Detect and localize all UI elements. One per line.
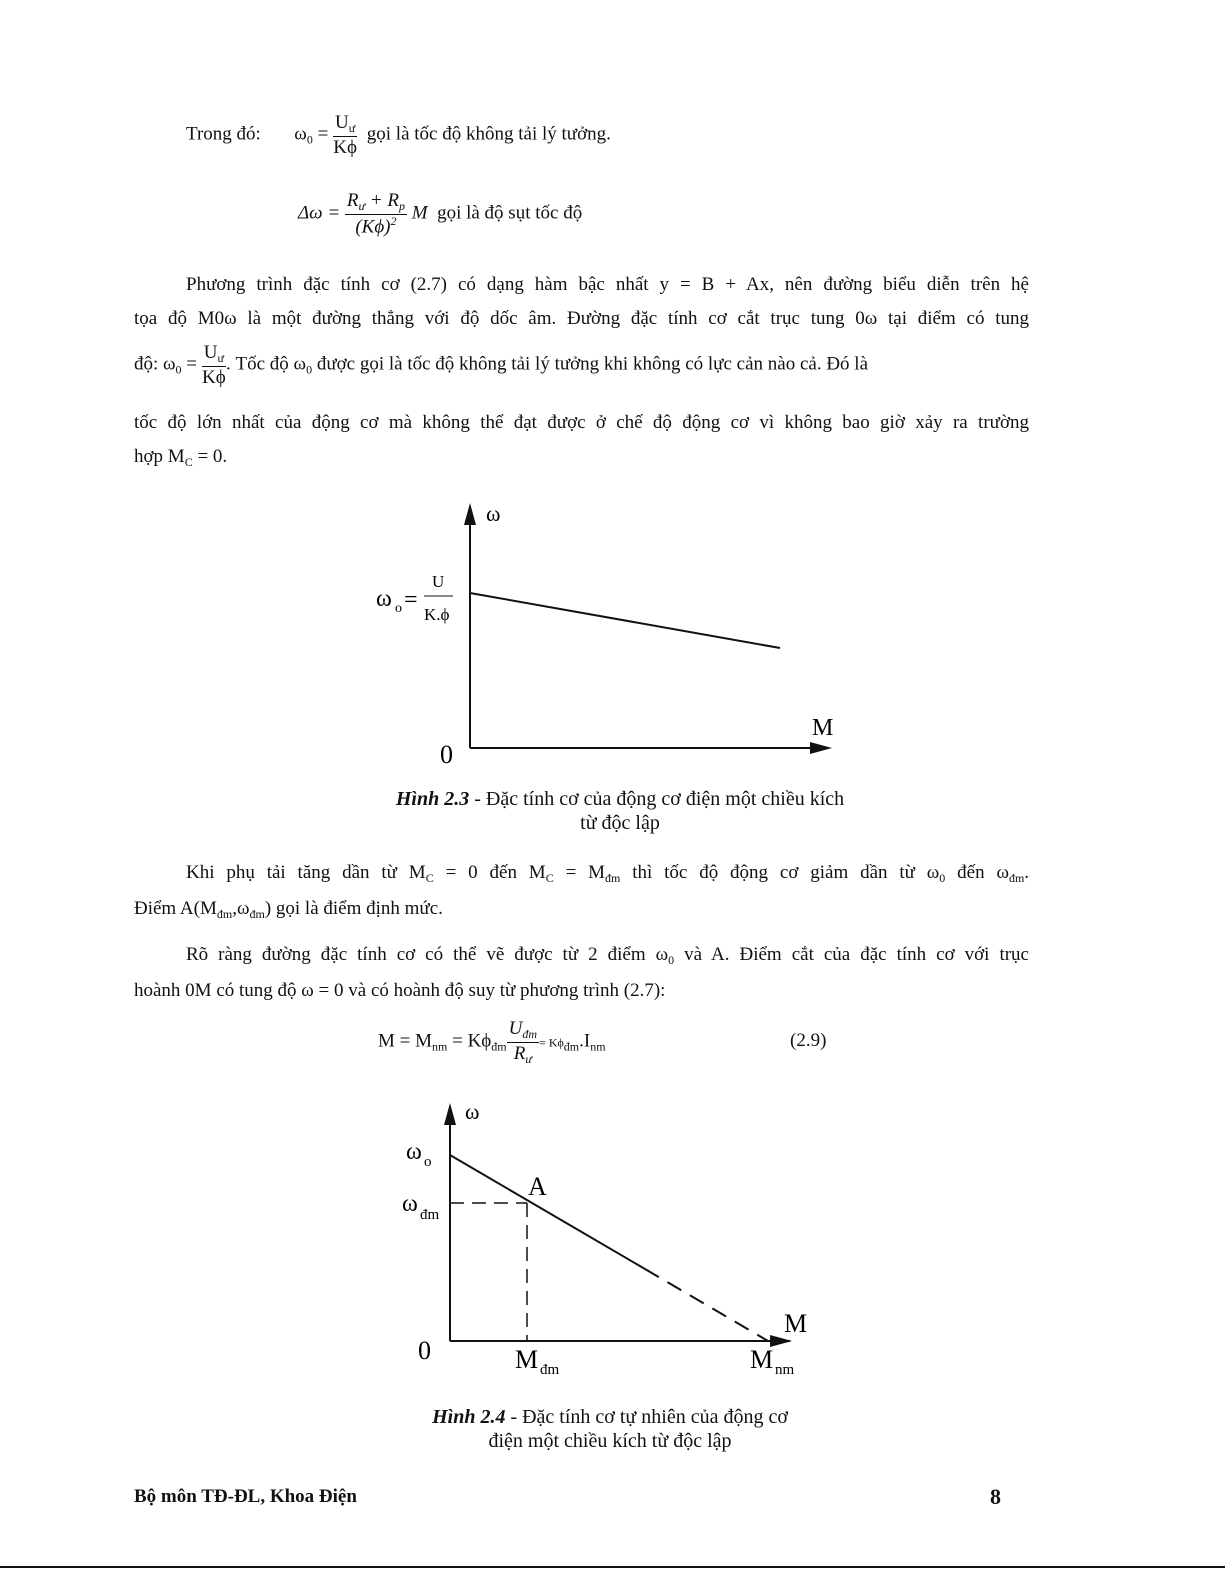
- para2-l1-b: = 0 đến M: [445, 862, 546, 883]
- eq2-num-sub2: p: [398, 199, 405, 213]
- fig1-caption-num: Hình 2.3: [395, 788, 470, 810]
- eq3-b: = Kϕ: [452, 1030, 492, 1052]
- eq2-num: R: [346, 190, 359, 211]
- footer-rule: [0, 1566, 1225, 1568]
- eq3-b-sub: đm: [491, 1039, 507, 1054]
- fig1-y-arrow: [464, 503, 476, 525]
- para3-l1-a: Rõ ràng đường đặc tính cơ có thể vẽ được từ 2 điểm ω: [186, 944, 669, 965]
- fig2-point-a: A: [528, 1172, 547, 1201]
- para1-line2: tọa độ M0ω là một đường thẳng với độ dốc âm. Đường đặc tính cơ cắt trục tung 0ω tại điểm có tung: [134, 308, 1029, 329]
- para3-l1-b: và A. Điểm cắt của đặc tính cơ với trục: [684, 944, 1029, 965]
- fig2-dashed-line: [645, 1269, 768, 1341]
- fig1-frac-den: K.ϕ: [424, 605, 450, 624]
- paragraph-1-line4: [134, 406, 1029, 440]
- para2-l1-sub3: đm: [605, 871, 621, 885]
- fig2-caption-text: - Đặc tính cơ tự nhiên của động cơ: [510, 1406, 788, 1428]
- para3-l2: hoành 0M có tung độ ω = 0 và có hoành độ suy từ phương trình (2.7):: [134, 980, 666, 1001]
- para2-l1-c: = M: [565, 862, 606, 883]
- para2-l1-f: .: [1024, 862, 1030, 883]
- fig1-eq: =: [404, 587, 418, 613]
- para2-l2-a: Điểm A(M: [134, 898, 217, 919]
- paragraph-1-line2: [134, 302, 1029, 336]
- paragraph-1: [134, 268, 1029, 302]
- para1-fraction: [202, 342, 226, 389]
- eq1-den: Kϕ: [333, 136, 358, 158]
- fig1-x-label: M: [812, 715, 834, 741]
- figure-2-3-caption: [340, 787, 900, 835]
- figure-2-3: [360, 495, 860, 785]
- fig2-y-label: ω: [465, 1099, 480, 1124]
- eq1-lead: Trong đó:: [186, 123, 261, 145]
- equation-omega0: [186, 112, 611, 159]
- eq3-a-sub: nm: [432, 1039, 448, 1054]
- para2-l1-sub5: đm: [1008, 871, 1025, 885]
- para1-line5-pre: hợp M: [134, 446, 185, 467]
- eq2-num-sub1: ư: [358, 199, 366, 213]
- para3-l1-sub: 0: [668, 953, 675, 967]
- fig1-caption-text: - Đặc tính cơ của động cơ điện một chiều kích: [474, 788, 845, 810]
- para1-line4: tốc độ lớn nhất của động cơ mà không thể đạt được ở chế độ động cơ vì không bao giờ xảy ra trường: [134, 412, 1029, 433]
- equation-number: (2.9): [790, 1030, 827, 1051]
- para2-l1-sub1: C: [425, 871, 434, 885]
- eq2-desc: gọi là độ sụt tốc độ: [437, 202, 583, 224]
- para1-line5-sub: C: [184, 455, 193, 469]
- eq1-equals: =: [317, 123, 329, 145]
- para2-l1-sub4: 0: [939, 871, 946, 885]
- fig2-caption-num: Hình 2.4: [432, 1406, 506, 1428]
- equation-delta-omega: [298, 190, 582, 238]
- para1-eq: =: [186, 353, 198, 375]
- eq3-den-sub: ư: [525, 1051, 532, 1066]
- eq1-lhs: ω: [294, 123, 307, 145]
- eq1-fraction: [333, 112, 357, 159]
- para2-l1-sub2: C: [545, 871, 554, 885]
- fig1-caption-text2: từ độc lập: [580, 812, 660, 834]
- para1-line1: Phương trình đặc tính cơ (2.7) có dạng hàm bậc nhất y = B + Ax, nên đường biểu diễn trên hệ: [186, 274, 1029, 295]
- eq3-a: M = M: [378, 1030, 433, 1052]
- fig2-solid-line: [450, 1155, 645, 1269]
- eq3-c-sub: đm: [563, 1039, 580, 1054]
- para1-num-sub: ư: [217, 351, 225, 365]
- para1-line3-post: . Tốc độ ω: [226, 353, 307, 375]
- eq1-desc: gọi là tốc độ không tải lý tưởng.: [366, 123, 611, 145]
- fig2-mnm-sub: nm: [775, 1362, 795, 1378]
- para2-l2-c: ) gọi là điểm định mức.: [264, 898, 443, 919]
- fig2-y-arrow: [444, 1103, 456, 1125]
- eq3-fraction: [507, 1018, 539, 1067]
- para1-line5-post: = 0.: [197, 446, 228, 467]
- fig2-w0: ω: [406, 1139, 422, 1165]
- eq1-num-sub: ư: [348, 121, 356, 135]
- eq3-d: .I: [579, 1030, 591, 1052]
- eq3-num: U: [508, 1018, 523, 1039]
- para2-l2-sub2: đm: [249, 907, 265, 921]
- eq1-lhs-sub: 0: [306, 132, 313, 147]
- fig2-w0-sub: o: [424, 1154, 432, 1170]
- eq2-lhs: Δω =: [298, 202, 341, 224]
- fig1-characteristic-line: [470, 593, 780, 648]
- fig1-frac-num: U: [432, 572, 445, 591]
- fig2-caption-text2: điện một chiều kích từ độc lập: [488, 1430, 732, 1452]
- para2-l1-d: thì tốc độ động cơ giảm dần từ ω: [632, 862, 940, 883]
- fig1-x-arrow: [810, 742, 832, 754]
- footer-department: Bộ môn TĐ-ĐL, Khoa Điện: [134, 1486, 357, 1507]
- fig1-w0-sub: o: [395, 601, 402, 616]
- eq1-num: U: [335, 112, 349, 133]
- paragraph-2-line1: [186, 862, 1029, 885]
- eq3-c: = Kϕ: [539, 1035, 564, 1050]
- paragraph-1-line5: [134, 446, 227, 469]
- paragraph-3-line2: [134, 980, 665, 1003]
- eq2-den: (Kϕ): [355, 216, 391, 238]
- para2-l1-a: Khi phụ tải tăng dần từ M: [186, 862, 426, 883]
- fig2-wdm: ω: [402, 1191, 418, 1217]
- fig2-wdm-sub: đm: [420, 1207, 440, 1223]
- fig1-y-label: ω: [486, 501, 501, 526]
- para1-line3-end: được gọi là tốc độ không tải lý tưởng khi không có lực cản nào cả. Đó là: [316, 353, 869, 375]
- fig1-origin: 0: [440, 740, 453, 769]
- eq2-fraction: [345, 190, 407, 238]
- eq3-d-sub: nm: [590, 1039, 606, 1054]
- para2-l2-b: ,ω: [232, 898, 250, 919]
- fig2-mdm-sub: đm: [540, 1362, 560, 1378]
- eq2-den-sup: 2: [390, 213, 397, 228]
- paragraph-2-line2: [134, 898, 443, 921]
- fig2-mnm: M: [750, 1345, 774, 1374]
- figure-2-4: [390, 1095, 830, 1395]
- para2-l1-e: đến ω: [957, 862, 1009, 883]
- paragraph-1-line3: [134, 342, 1029, 389]
- eq3-den: R: [513, 1042, 526, 1064]
- equation-2-9: [378, 1018, 606, 1067]
- para1-w0-sub: 0: [175, 362, 182, 377]
- figure-2-4-caption: [360, 1405, 860, 1453]
- para1-line3-sub: 0: [306, 362, 313, 377]
- footer-page-number: 8: [990, 1484, 1001, 1509]
- eq2-num-plus: + R: [369, 190, 399, 211]
- para1-num: U: [203, 342, 218, 363]
- para2-l2-sub1: đm: [216, 907, 233, 921]
- fig2-origin: 0: [418, 1336, 431, 1365]
- paragraph-3-line1: [186, 944, 1029, 967]
- fig2-mdm: M: [515, 1345, 539, 1374]
- fig2-x-label: M: [784, 1309, 808, 1338]
- eq3-num-sub: đm: [522, 1027, 538, 1041]
- para1-w0: ω: [163, 353, 176, 375]
- para1-line3-pre: độ:: [134, 353, 159, 375]
- para1-den: Kϕ: [202, 366, 226, 388]
- fig1-w0: ω: [376, 586, 392, 612]
- eq2-var: M: [411, 202, 428, 224]
